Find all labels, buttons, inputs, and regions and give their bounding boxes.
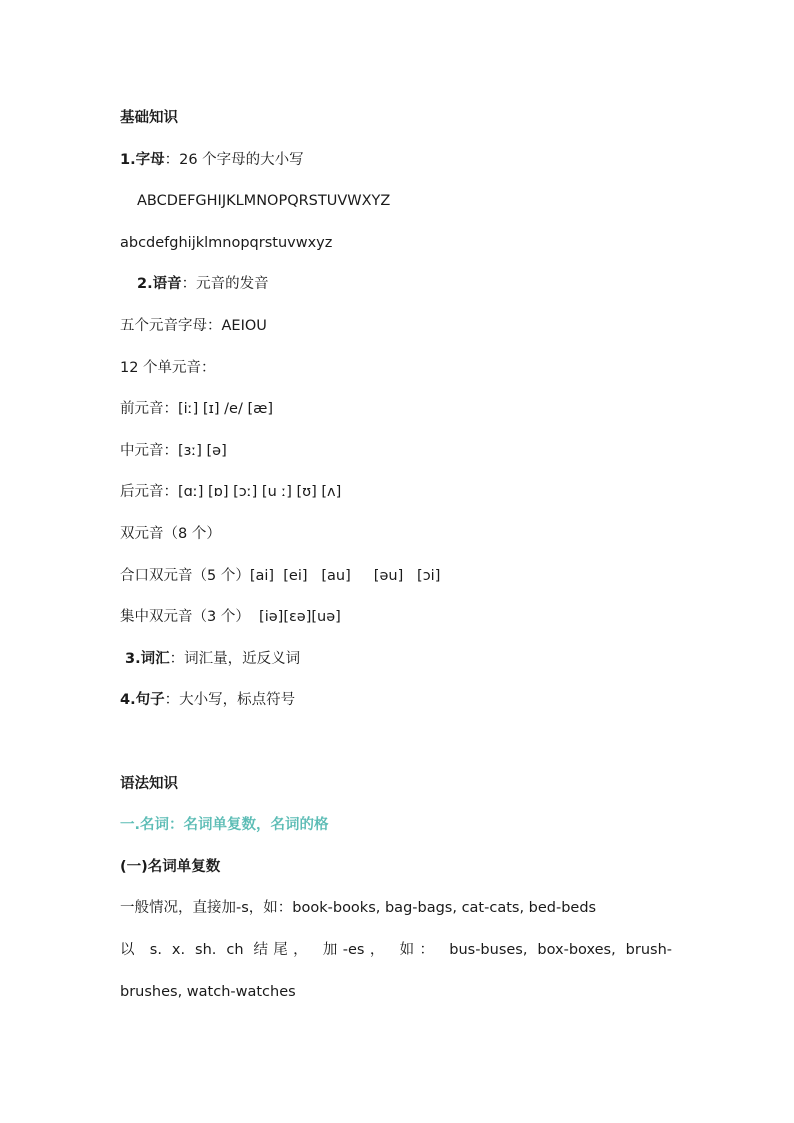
diphthongs-line: 双元音（8 个）	[120, 526, 221, 542]
front-vowels-line: 前元音：[iː] [ɪ] /e/ [æ]	[120, 401, 274, 417]
plural-rule-general: 一般情况，直接加-s，如：book-books, bag-bags, cat-cats, bed-beds	[120, 900, 597, 916]
plural-rule-es-line2: brushes, watch-watches	[120, 984, 296, 1000]
item-phonetics-number: 2.语音	[137, 276, 182, 292]
section-heading-basics: 基础知识	[120, 110, 178, 126]
five-vowels-line: 五个元音字母：AEIOU	[120, 318, 267, 334]
closing-diphthongs-line: 合口双元音（5 个）[ai] [ei] [au] [əu] [ɔi]	[120, 568, 441, 584]
item-vocabulary	[125, 649, 300, 669]
noun-plural-subheading: (一)名词单复数	[120, 859, 221, 875]
lowercase-alphabet: abcdefghijklmnopqrstuvwxyz	[120, 235, 333, 251]
item-vocabulary-number: 3.词汇	[125, 651, 170, 667]
item-sentence-desc: ：大小写，标点符号	[164, 692, 296, 708]
item-phonetics	[137, 274, 269, 294]
item-letters-number: 1.字母	[120, 152, 165, 168]
item-sentence-number: 4.句子	[120, 692, 165, 708]
central-vowels-line: 中元音：[ɜː] [ə]	[120, 443, 227, 459]
monophthongs-line: 12 个单元音：	[120, 360, 216, 376]
item-phonetics-desc: ：元音的发音	[181, 276, 269, 292]
centering-diphthongs-line: 集中双元音（3 个） [iə][ɛə][uə]	[120, 609, 341, 625]
uppercase-alphabet: ABCDEFGHIJKLMNOPQRSTUVWXYZ	[137, 193, 391, 209]
back-vowels-line: 后元音：[ɑː] [ɒ] [ɔː] [u ː] [ʊ] [ʌ]	[120, 484, 342, 500]
section-heading-grammar: 语法知识	[120, 776, 178, 792]
item-letters	[120, 150, 304, 170]
item-letters-desc: ：26 个字母的大小写	[164, 152, 304, 168]
item-sentence	[120, 690, 295, 710]
plural-rule-es-line1: 以 s. x. sh. ch 结尾， 加-es， 如： bus-buses, box-boxes, brush-	[120, 942, 672, 958]
item-vocabulary-desc: ：词汇量，近反义词	[169, 651, 301, 667]
noun-section-title: 一.名词：名词单复数，名词的格	[120, 817, 329, 833]
